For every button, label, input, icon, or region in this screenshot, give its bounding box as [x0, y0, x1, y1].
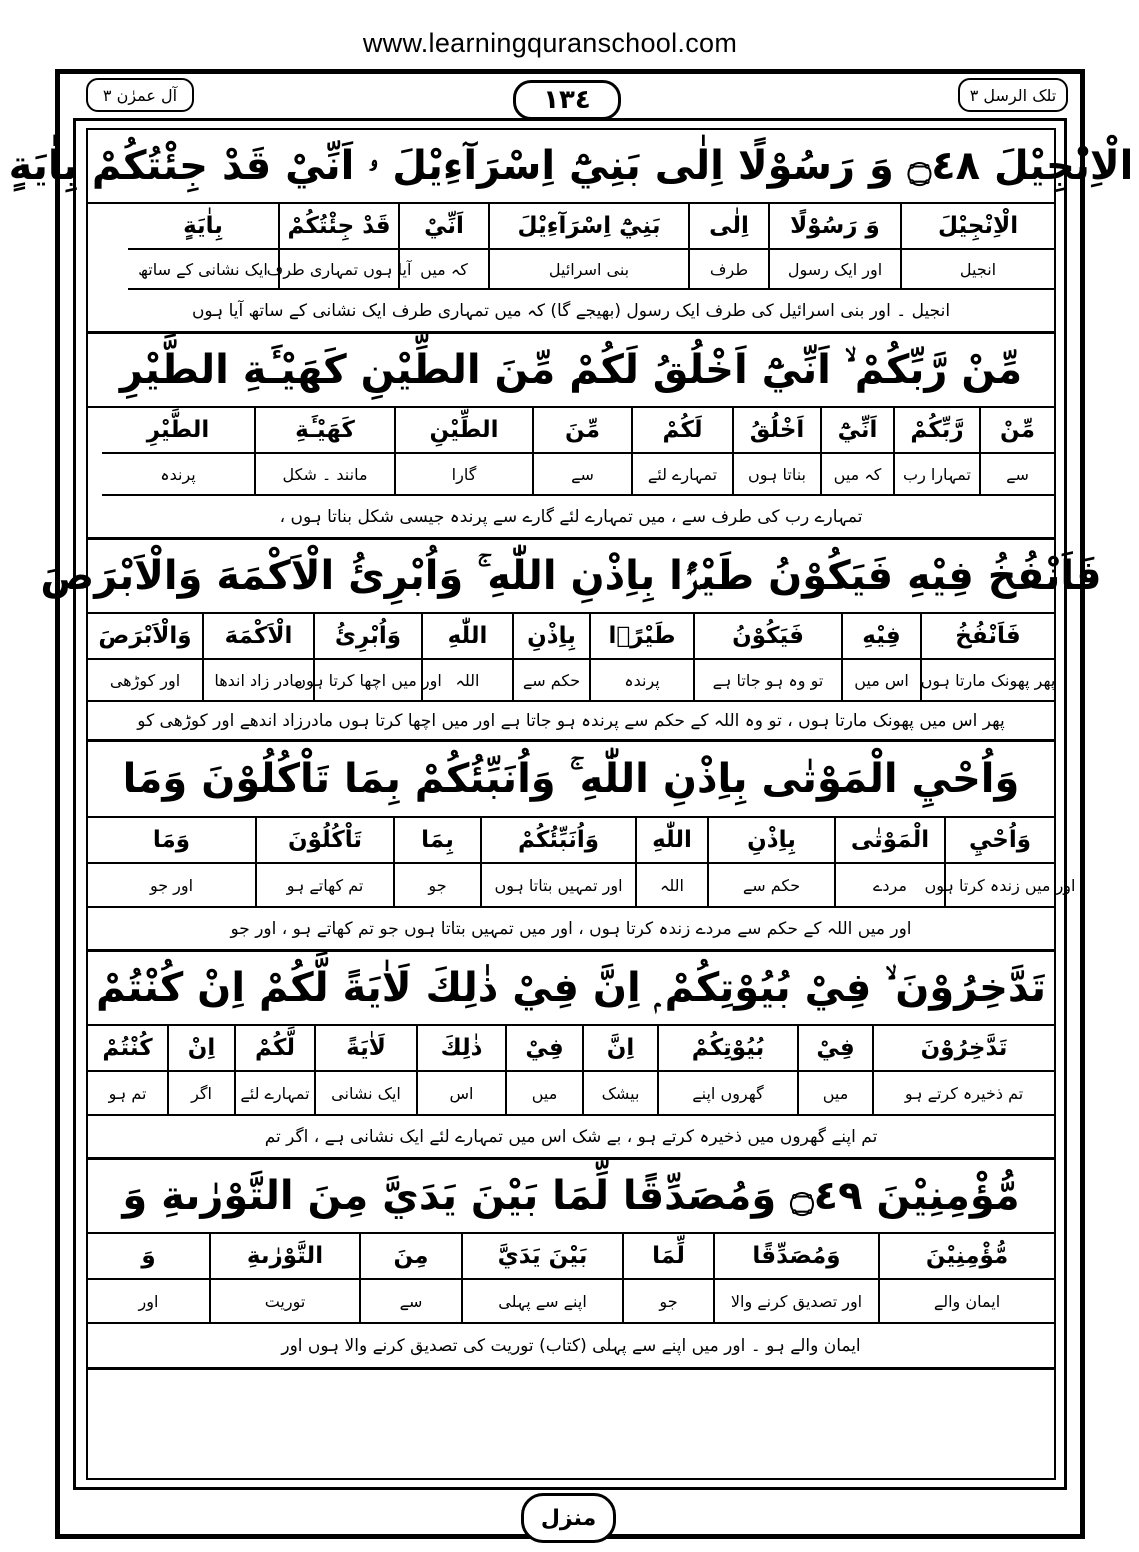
urdu-meaning-cell: تم ہو: [88, 1072, 167, 1116]
urdu-meaning-cell: گارا: [394, 454, 532, 496]
arabic-word-cell: لَّكُمْ: [234, 1026, 314, 1072]
arabic-word-cell: اللّٰهِ: [421, 614, 512, 660]
arabic-word-cell: الْمَوْتٰى: [834, 818, 944, 864]
urdu-meaning-cell: اور کوڑھی: [88, 660, 202, 702]
arabic-word-cell: وَاُحْيِ: [944, 818, 1054, 864]
page-number: ١٣٤: [513, 80, 621, 120]
para-label: تلک الرسل ٣: [958, 78, 1068, 112]
urdu-meaning-cell: اور میں زندہ کرتا ہوں: [944, 864, 1054, 908]
ayah-line: مُّؤْمِنِيْنَ ۝٤٩ وَمُصَدِّقًا لِّمَا بَيْنَ يَدَيَّ مِنَ التَّوْرٰىةِ وَ: [88, 1160, 1054, 1234]
urdu-meaning-cell: تم کھاتے ہو: [255, 864, 393, 908]
arabic-word-cell: مِّنَ: [532, 408, 631, 454]
urdu-meaning-cell: اس میں: [841, 660, 920, 702]
urdu-meaning-cell: سے: [359, 1280, 461, 1324]
urdu-meaning-cell: اس: [416, 1072, 505, 1116]
urdu-meaning-cell: میں: [505, 1072, 582, 1116]
arabic-word-cell: الطِّيْنِ: [394, 408, 532, 454]
urdu-meaning-cell: بنی اسرائیل: [488, 250, 688, 290]
arabic-word-cell: فِيْ: [505, 1026, 582, 1072]
meaning-row: [88, 660, 1054, 702]
urdu-meaning-cell: توریت: [209, 1280, 359, 1324]
manzil-label: منزل: [521, 1493, 616, 1543]
urdu-meaning-cell: ایمان والے: [878, 1280, 1054, 1324]
urdu-meaning-cell: سے: [532, 454, 631, 496]
arabic-word-cell: بِاِذْنِ: [707, 818, 834, 864]
arabic-word-cell: مِّنْ: [979, 408, 1054, 454]
ayah-line: فَاَنْفُخُ فِيْهِ فَيَكُوْنُ طَيْرًۢا بِاِذْنِ اللّٰهِ ۚ وَاُبْرِئُ الْاَكْمَهَ وَالْاَبْرَصَ: [88, 540, 1054, 614]
arabic-word-cell: مِنَ: [359, 1234, 461, 1280]
meaning-row: [88, 454, 1054, 496]
arabic-word-cell: الطَّيْرِ: [102, 408, 254, 454]
arabic-word-cell: الْاِنْجِيْلَ: [900, 204, 1054, 250]
arabic-word-cell: وَ: [88, 1234, 209, 1280]
urdu-meaning-cell: گھروں اپنے: [657, 1072, 797, 1116]
urdu-meaning-cell: اور تمہیں بتاتا ہوں: [480, 864, 635, 908]
urdu-meaning-cell: اگر: [167, 1072, 234, 1116]
urdu-meaning-cell: تم ذخیرہ کرتے ہو: [872, 1072, 1054, 1116]
site-url: www.learningquranschool.com: [362, 28, 738, 58]
urdu-meaning-cell: مادر زاد اندھا: [202, 660, 313, 702]
arabic-word-cell: كُنْتُمْ: [88, 1026, 167, 1072]
ayah-line: تَدَّخِرُوْنَ ۙ فِيْ بُيُوْتِكُمْ ۭ اِنَّ فِيْ ذٰلِكَ لَاٰيَةً لَّكُمْ اِنْ كُنْتُمْ: [88, 952, 1054, 1026]
urdu-meaning-cell: اللہ: [635, 864, 707, 908]
arabic-word-cell: اَخْلُقُ: [732, 408, 820, 454]
arabic-word-cell: وَالْاَبْرَصَ: [88, 614, 202, 660]
urdu-meaning-cell: انجیل: [900, 250, 1054, 290]
meaning-row: [88, 1072, 1054, 1116]
arabic-word-cell: بِمَا: [393, 818, 480, 864]
arabic-word-cell: اِلٰى: [688, 204, 768, 250]
urdu-meaning-cell: اللہ: [421, 660, 512, 702]
urdu-meaning-cell: اور جو: [88, 864, 255, 908]
urdu-meaning-cell: جو: [393, 864, 480, 908]
urdu-meaning-cell: کہ میں: [820, 454, 893, 496]
meaning-row: [88, 250, 1054, 290]
urdu-translation: انجیل ۔ اور بنی اسرائیل کی طرف ایک رسول (بھیجے گا) کہ میں تمہاری طرف ایک نشانی کے ساتھ آیا ہوں: [88, 290, 1054, 334]
arabic-word-cell: فَاَنْفُخُ: [920, 614, 1054, 660]
arabic-word-cell: تَدَّخِرُوْنَ: [872, 1026, 1054, 1072]
urdu-meaning-cell: مانند ۔ شکل: [254, 454, 394, 496]
arabic-word-cell: وَاُنَبِّئُكُمْ: [480, 818, 635, 864]
urdu-meaning-cell: حکم سے: [512, 660, 589, 702]
arabic-word-cell: ذٰلِكَ: [416, 1026, 505, 1072]
urdu-translation: تم اپنے گھروں میں ذخیرہ کرتے ہو ، بے شک اس میں تمہارے لئے ایک نشانی ہے ، اگر تم: [88, 1116, 1054, 1160]
arabic-word-cell: لَكُمْ: [631, 408, 732, 454]
word-row: [88, 1234, 1054, 1280]
arabic-word-cell: اِنَّ: [582, 1026, 657, 1072]
arabic-word-cell: اللّٰهِ: [635, 818, 707, 864]
arabic-word-cell: بِاٰيَةٍ: [128, 204, 278, 250]
arabic-word-cell: مُّؤْمِنِيْنَ: [878, 1234, 1054, 1280]
arabic-word-cell: فَيَكُوْنُ: [693, 614, 841, 660]
urdu-translation: ایمان والے ہو ۔ اور میں اپنے سے پہلی (کتاب) توریت کی تصدیق کرنے والا ہوں اور: [88, 1324, 1054, 1370]
arabic-word-cell: كَهَيْـَٔةِ: [254, 408, 394, 454]
urdu-meaning-cell: بناتا ہوں: [732, 454, 820, 496]
urdu-meaning-cell: پھر پھونک مارتا ہوں: [920, 660, 1054, 702]
ayah-line: وَاُحْيِ الْمَوْتٰى بِاِذْنِ اللّٰهِ ۚ وَاُنَبِّئُكُمْ بِمَا تَاْكُلُوْنَ وَمَا: [88, 742, 1054, 818]
arabic-word-cell: بَنِيْٓ اِسْرَآءِيْلَ: [488, 204, 688, 250]
arabic-word-cell: لِّمَا: [622, 1234, 713, 1280]
arabic-word-cell: اِنْ: [167, 1026, 234, 1072]
page-content: [8, 128, 1134, 1480]
arabic-word-cell: اَنِّيْٓ: [820, 408, 893, 454]
word-row: [88, 1026, 1054, 1072]
urdu-meaning-cell: تو وہ ہو جاتا ہے: [693, 660, 841, 702]
arabic-word-cell: التَّوْرٰىةِ: [209, 1234, 359, 1280]
urdu-meaning-cell: ایک نشانی: [314, 1072, 416, 1116]
urdu-meaning-cell: اور: [88, 1280, 209, 1324]
arabic-word-cell: لَاٰيَةً: [314, 1026, 416, 1072]
arabic-word-cell: وَ رَسُوْلًا: [768, 204, 900, 250]
urdu-meaning-cell: پرندہ: [589, 660, 693, 702]
urdu-meaning-cell: طرف: [688, 250, 768, 290]
ayah-line: مِّنْ رَّبِّكُمْ ۙ اَنِّيْٓ اَخْلُقُ لَكُمْ مِّنَ الطِّيْنِ كَهَيْـَٔةِ الطَّيْرِ: [88, 334, 1054, 408]
arabic-word-cell: بُيُوْتِكُمْ: [657, 1026, 797, 1072]
arabic-word-cell: فِيْ: [797, 1026, 872, 1072]
meaning-row: [88, 1280, 1054, 1324]
urdu-meaning-cell: ایک نشانی کے ساتھ: [128, 250, 278, 290]
urdu-meaning-cell: اور تصدیق کرنے والا: [713, 1280, 878, 1324]
word-row: [88, 818, 1054, 864]
arabic-word-cell: بِاِذْنِ: [512, 614, 589, 660]
arabic-word-cell: قَدْ جِئْتُكُمْ: [278, 204, 398, 250]
arabic-word-cell: تَاْكُلُوْنَ: [255, 818, 393, 864]
urdu-meaning-cell: اور میں اچھا کرتا ہوں: [313, 660, 421, 702]
urdu-meaning-cell: کہ میں: [398, 250, 488, 290]
arabic-word-cell: وَمَا: [88, 818, 255, 864]
arabic-word-cell: الْاَكْمَهَ: [202, 614, 313, 660]
arabic-word-cell: فِيْهِ: [841, 614, 920, 660]
ayah-line: الْاِنْجِيْلَ ۝٤٨ وَ رَسُوْلًا اِلٰى بَنِيْٓ اِسْرَآءِيْلَ ۥ اَنِّيْ قَدْ جِئْتُكُمْ بِاٰيَةٍ: [88, 130, 1054, 204]
urdu-meaning-cell: حکم سے: [707, 864, 834, 908]
word-row: [88, 408, 1054, 454]
arabic-word-cell: طَيْرًۢا: [589, 614, 693, 660]
surah-label: آل عمرٰن ٣: [86, 78, 194, 112]
arabic-word-cell: رَّبِّكُمْ: [893, 408, 979, 454]
urdu-translation: تمہارے رب کی طرف سے ، میں تمہارے لئے گارے سے پرندہ جیسی شکل بناتا ہوں ،: [88, 496, 1054, 540]
urdu-meaning-cell: تمہارے لئے: [631, 454, 732, 496]
arabic-word-cell: بَيْنَ يَدَيَّ: [461, 1234, 622, 1280]
urdu-meaning-cell: جو: [622, 1280, 713, 1324]
urdu-meaning-cell: میں: [797, 1072, 872, 1116]
arabic-word-cell: وَاُبْرِئُ: [313, 614, 421, 660]
urdu-meaning-cell: تمہارے لئے: [234, 1072, 314, 1116]
meaning-row: [88, 864, 1076, 908]
arabic-word-cell: وَمُصَدِّقًا: [713, 1234, 878, 1280]
urdu-meaning-cell: مردے: [834, 864, 944, 908]
urdu-translation: اور میں اللہ کے حکم سے مردے زندہ کرتا ہوں ، اور میں تمہیں بتاتا ہوں جو تم کھاتے ہو ، اور جو: [88, 908, 1054, 952]
urdu-meaning-cell: پرندہ: [102, 454, 254, 496]
urdu-meaning-cell: اور ایک رسول: [768, 250, 900, 290]
word-row: [88, 614, 1054, 660]
urdu-meaning-cell: تمہارا رب: [893, 454, 979, 496]
urdu-translation: پھر اس میں پھونک مارتا ہوں ، تو وہ اللہ کے حکم سے پرندہ ہو جاتا ہے اور میں اچھا کرتا ہوں مادرزاد اندھے اور کوڑھی کو: [88, 702, 1054, 742]
word-row: [88, 204, 1054, 250]
urdu-meaning-cell: اپنے سے پہلی: [461, 1280, 622, 1324]
urdu-meaning-cell: بیشک: [582, 1072, 657, 1116]
urdu-meaning-cell: سے: [979, 454, 1054, 496]
arabic-word-cell: اَنِّيْ: [398, 204, 488, 250]
urdu-meaning-cell: آیا ہوں تمہاری طرف: [278, 250, 398, 290]
